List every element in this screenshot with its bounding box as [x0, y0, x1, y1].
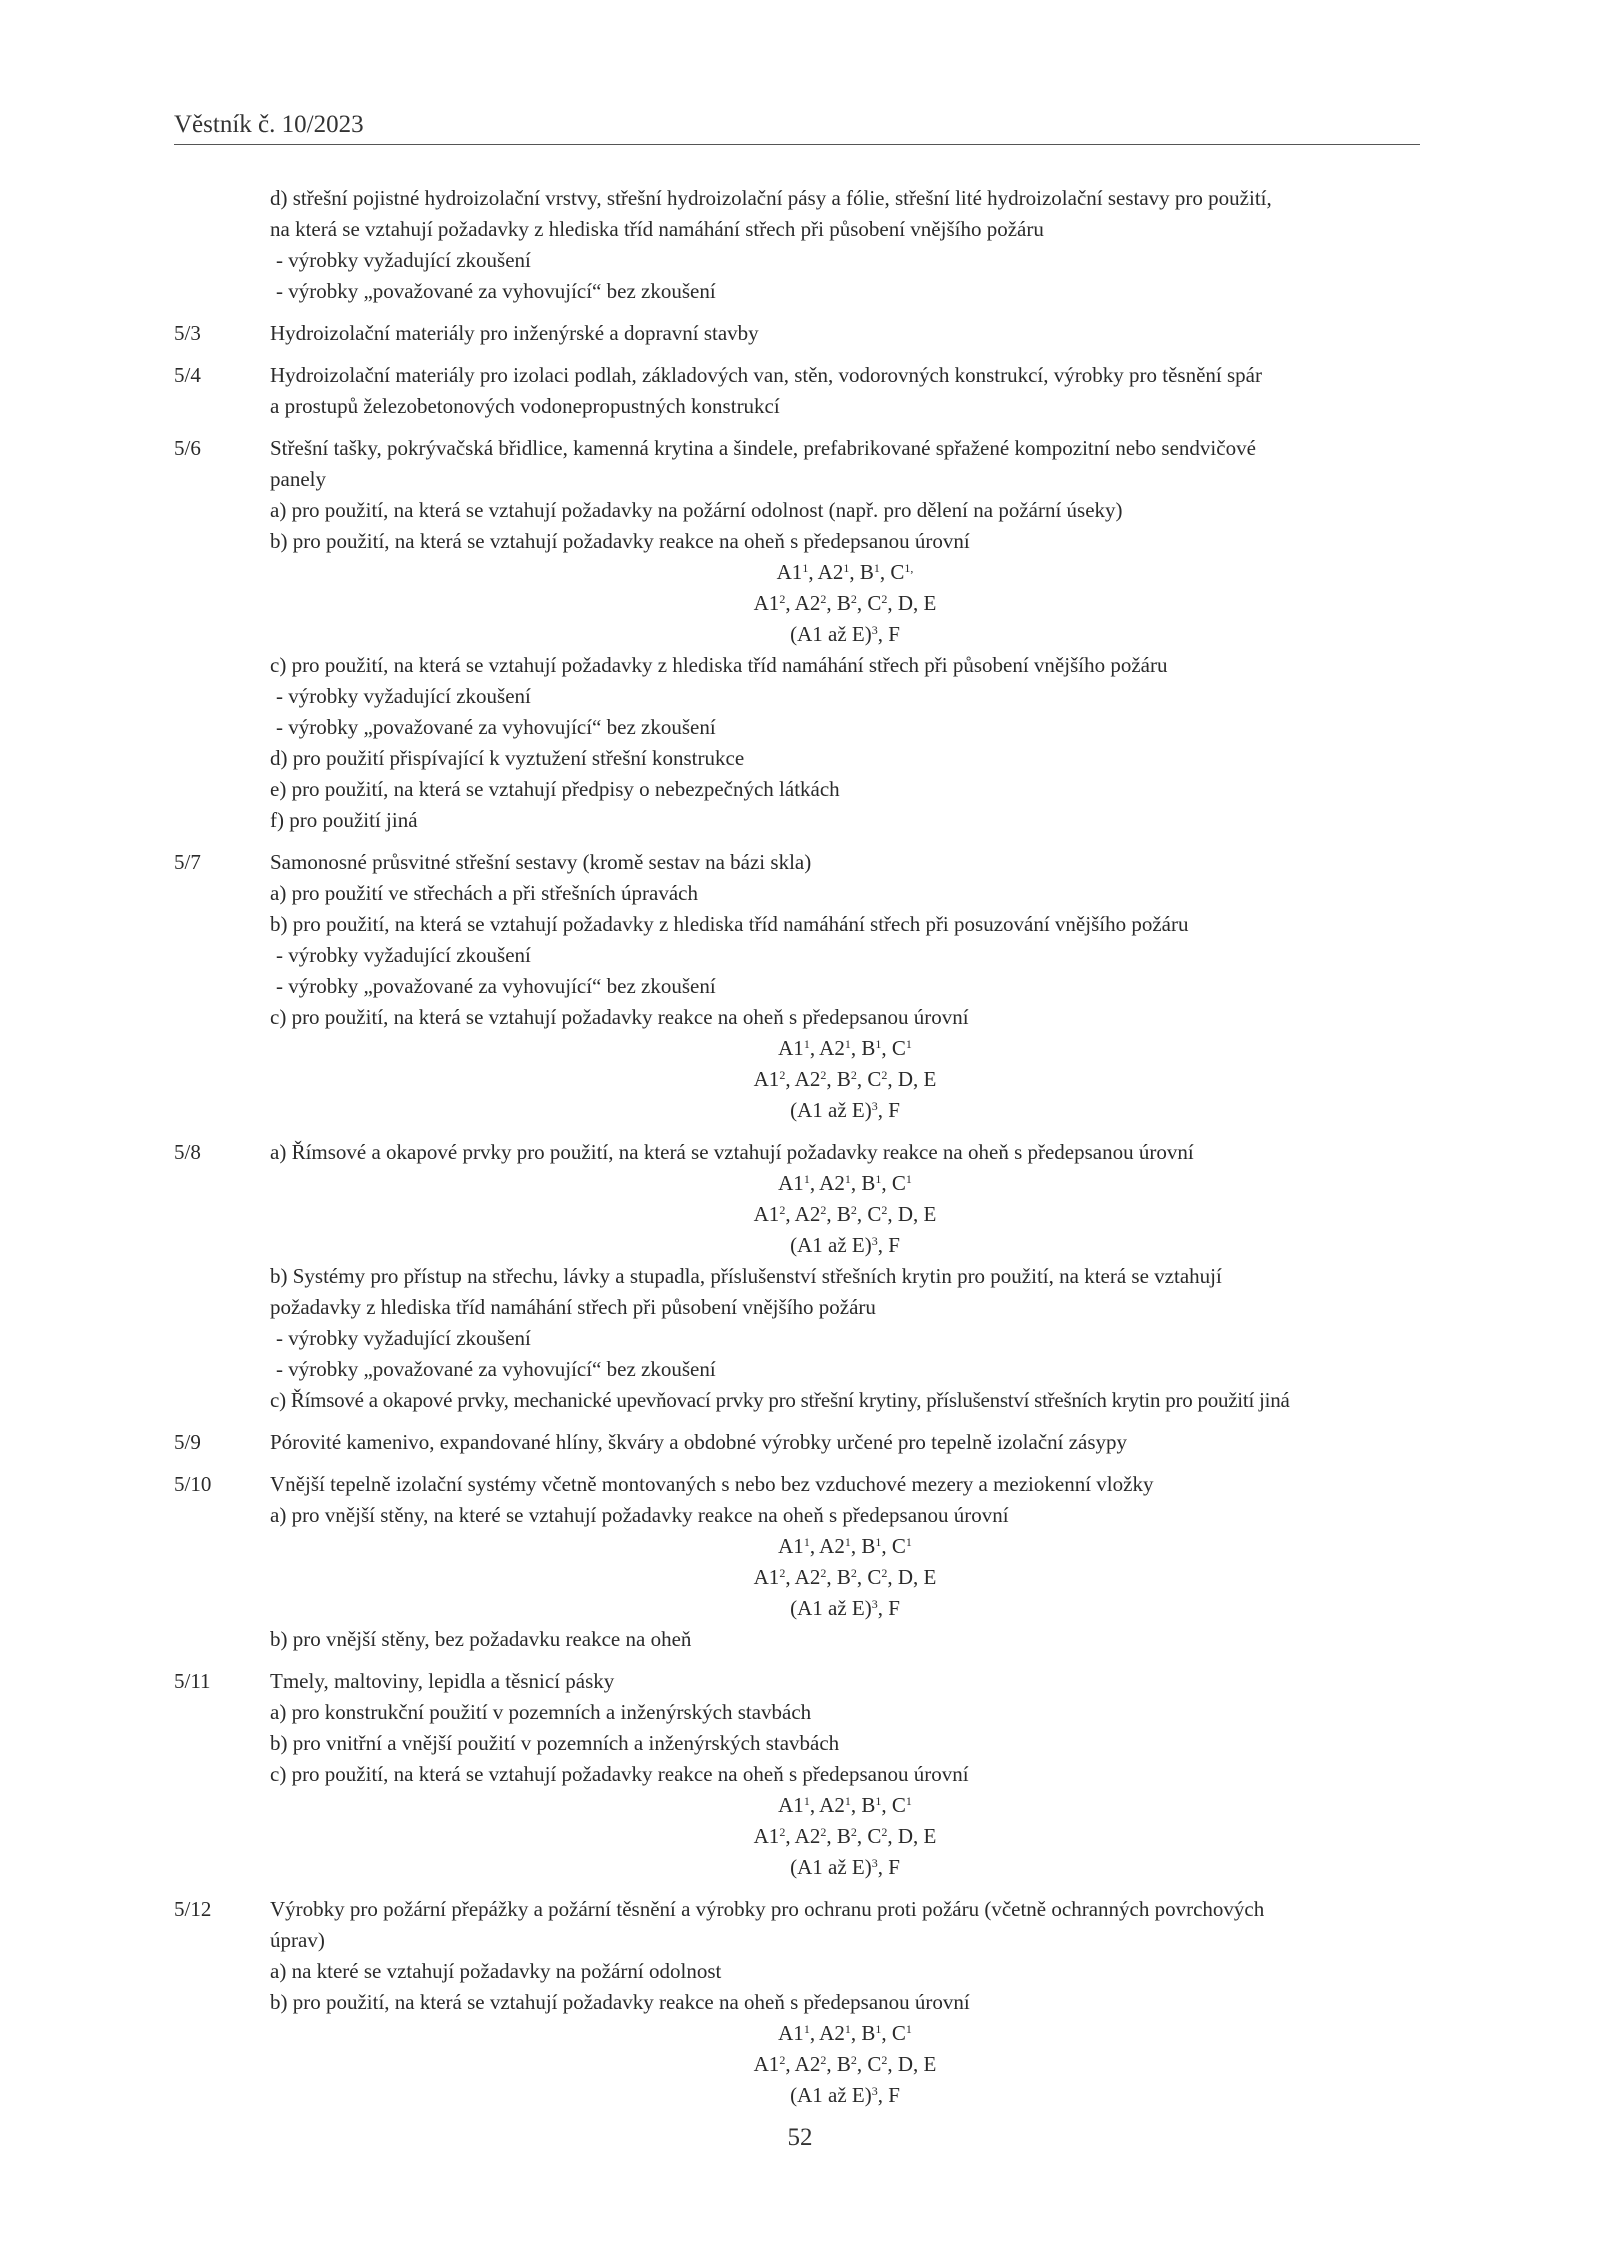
section-number: 5/9 — [174, 1430, 201, 1454]
class-line-1: $A1^1$, $A2^1$, $B^1$, $C^1$ — [778, 1171, 912, 1195]
section-5-7 — [174, 847, 1420, 1126]
class-line-2: $A1^2$, $A2^2$, $B^2$, $C^2$, D, E — [753, 1067, 937, 1091]
intro-block — [174, 183, 1420, 307]
section-title-line1: Hydroizolační materiály pro izolaci podlah, základových van, stěn, vodorovných konstrukcí, výrobky pro těsnění spár — [270, 363, 1262, 387]
section-title-line1: Výrobky pro požární přepážky a požární těsnění a výrobky pro ochranu proti požáru (včetně ochranných povrchových — [270, 1897, 1265, 1921]
dash-2: - výrobky „považované za vyhovující“ bez zkoušení — [276, 1357, 716, 1381]
class-line-1: $A1^1$, $A2^1$, $B^1$, $C^1$ — [778, 2021, 912, 2045]
item-b: b) pro použití, na která se vztahují požadavky reakce na oheň s předepsanou úrovní — [270, 1990, 970, 2014]
dash-2: - výrobky „považované za vyhovující“ bez zkoušení — [276, 715, 716, 739]
section-number: 5/8 — [174, 1140, 201, 1164]
class-line-3: (A1 až E)$^3$, F — [790, 1855, 900, 1879]
item-c: c) pro použití, na která se vztahují požadavky z hlediska tříd namáhání střech při působení vnějšího požáru — [270, 653, 1168, 677]
section-5-11 — [174, 1666, 1420, 1883]
section-title: Hydroizolační materiály pro inženýrské a dopravní stavby — [270, 321, 759, 345]
section-5-6 — [174, 433, 1420, 836]
section-5-3 — [174, 318, 1420, 349]
section-title: Vnější tepelně izolační systémy včetně montovaných s nebo bez vzduchové mezery a meziokenní vložky — [270, 1472, 1154, 1496]
item-b: b) pro použití, na která se vztahují požadavky z hlediska tříd namáhání střech při posuzování vnějšího požáru — [270, 912, 1189, 936]
section-number: 5/4 — [174, 363, 201, 387]
page-header — [174, 108, 1420, 145]
item-a: a) pro použití, na která se vztahují požadavky na požární odolnost (např. pro dělení na požární úseky) — [270, 498, 1123, 522]
item-e: e) pro použití, na která se vztahují předpisy o nebezpečných látkách — [270, 777, 840, 801]
class-line-2: $A1^2$, $A2^2$, $B^2$, $C^2$, D, E — [753, 1202, 937, 1226]
section-number: 5/7 — [174, 850, 201, 874]
class-line-3: (A1 až E)$^3$, F — [790, 1098, 900, 1122]
item-b: b) pro vnější stěny, bez požadavku reakce na oheň — [270, 1627, 692, 1651]
dash-2: - výrobky „považované za vyhovující“ bez zkoušení — [276, 974, 716, 998]
dash-1: - výrobky vyžadující zkoušení — [276, 684, 531, 708]
section-title: Tmely, maltoviny, lepidla a těsnicí pásky — [270, 1669, 615, 1693]
item-c: c) pro použití, na která se vztahují požadavky reakce na oheň s předepsanou úrovní — [270, 1005, 969, 1029]
class-line-2: $A1^2$, $A2^2$, $B^2$, $C^2$, D, E — [753, 1565, 937, 1589]
class-line-1: $A1^1$, $A2^1$, $B^1$, $C^{1,}$ — [776, 560, 914, 584]
item-b-line1: b) Systémy pro přístup na střechu, lávky a stupadla, příslušenství střešních krytin pro použití, na která se vztahují — [270, 1264, 1222, 1288]
section-title: Pórovité kamenivo, expandované hlíny, škváry a obdobné výrobky určené pro tepelně izolační zásypy — [270, 1430, 1128, 1454]
item-b: b) pro vnitřní a vnější použití v pozemních a inženýrských stavbách — [270, 1731, 840, 1755]
intro-item-d-line2: na která se vztahují požadavky z hlediska tříd namáhání střech při působení vnějšího požáru — [270, 217, 1044, 241]
item-a: a) na které se vztahují požadavky na požární odolnost — [270, 1959, 722, 1983]
dash-1: - výrobky vyžadující zkoušení — [276, 1326, 531, 1350]
document-content — [174, 183, 1420, 2122]
item-a: a) pro konstrukční použití v pozemních a inženýrských stavbách — [270, 1700, 812, 1724]
section-title-line2: úprav) — [270, 1928, 325, 1952]
item-b-line2: požadavky z hlediska tříd namáhání střech při působení vnějšího požáru — [270, 1295, 876, 1319]
section-number: 5/10 — [174, 1472, 212, 1496]
item-a: a) Římsové a okapové prvky pro použití, na která se vztahují požadavky reakce na oheň s předepsanou úrovní — [270, 1140, 1194, 1164]
intro-item-d-line1: d) střešní pojistné hydroizolační vrstvy, střešní hydroizolační pásy a fólie, střešní lité hydroizolační sestavy pro použití, — [270, 186, 1272, 210]
item-a: a) pro vnější stěny, na které se vztahují požadavky reakce na oheň s předepsanou úrovní — [270, 1503, 1009, 1527]
dash-1: - výrobky vyžadující zkoušení — [276, 943, 531, 967]
section-number: 5/3 — [174, 321, 201, 345]
class-line-1: $A1^1$, $A2^1$, $B^1$, $C^1$ — [778, 1793, 912, 1817]
class-line-1: $A1^1$, $A2^1$, $B^1$, $C^1$ — [778, 1036, 912, 1060]
page-number: 52 — [787, 2124, 813, 2151]
section-5-4 — [174, 360, 1420, 422]
section-number: 5/6 — [174, 436, 201, 460]
section-title-line2: a prostupů železobetonových vodonepropustných konstrukcí — [270, 394, 780, 418]
intro-dash-2: - výrobky „považované za vyhovující“ bez zkoušení — [276, 279, 716, 303]
item-f: f) pro použití jiná — [270, 808, 418, 832]
class-line-2: $A1^2$, $A2^2$, $B^2$, $C^2$, D, E — [753, 591, 937, 615]
item-d: d) pro použití přispívající k vyztužení střešní konstrukce — [270, 746, 745, 770]
item-c: c) pro použití, na která se vztahují požadavky reakce na oheň s předepsanou úrovní — [270, 1762, 969, 1786]
class-line-3: (A1 až E)$^3$, F — [790, 1233, 900, 1257]
section-title-line2: panely — [270, 467, 326, 491]
class-line-3: (A1 až E)$^3$, F — [790, 1596, 900, 1620]
section-5-10 — [174, 1469, 1420, 1655]
item-b: b) pro použití, na která se vztahují požadavky reakce na oheň s předepsanou úrovní — [270, 529, 970, 553]
section-title-line1: Střešní tašky, pokrývačská břidlice, kamenná krytina a šindele, prefabrikované spřažené kompozitní nebo sendvičové — [270, 436, 1256, 460]
class-line-3: (A1 až E)$^3$, F — [790, 2083, 900, 2107]
section-number: 5/12 — [174, 1897, 212, 1921]
intro-dash-1: - výrobky vyžadující zkoušení — [276, 248, 531, 272]
class-line-2: $A1^2$, $A2^2$, $B^2$, $C^2$, D, E — [753, 1824, 937, 1848]
class-line-2: $A1^2$, $A2^2$, $B^2$, $C^2$, D, E — [753, 2052, 937, 2076]
section-5-9 — [174, 1427, 1420, 1458]
section-5-8 — [174, 1137, 1420, 1416]
class-line-1: $A1^1$, $A2^1$, $B^1$, $C^1$ — [778, 1534, 912, 1558]
section-number: 5/11 — [174, 1669, 211, 1693]
section-title: Samonosné průsvitné střešní sestavy (kromě sestav na bázi skla) — [270, 850, 812, 874]
section-5-12 — [174, 1894, 1420, 2111]
journal-title: Věstník č. 10/2023 — [174, 111, 364, 138]
item-c: c) Římsové a okapové prvky, mechanické upevňovací prvky pro střešní krytiny, příslušenství střešních krytin pro použití jiná — [270, 1388, 1290, 1412]
item-a: a) pro použití ve střechách a při střešních úpravách — [270, 881, 698, 905]
class-line-3: (A1 až E)$^3$, F — [790, 622, 900, 646]
